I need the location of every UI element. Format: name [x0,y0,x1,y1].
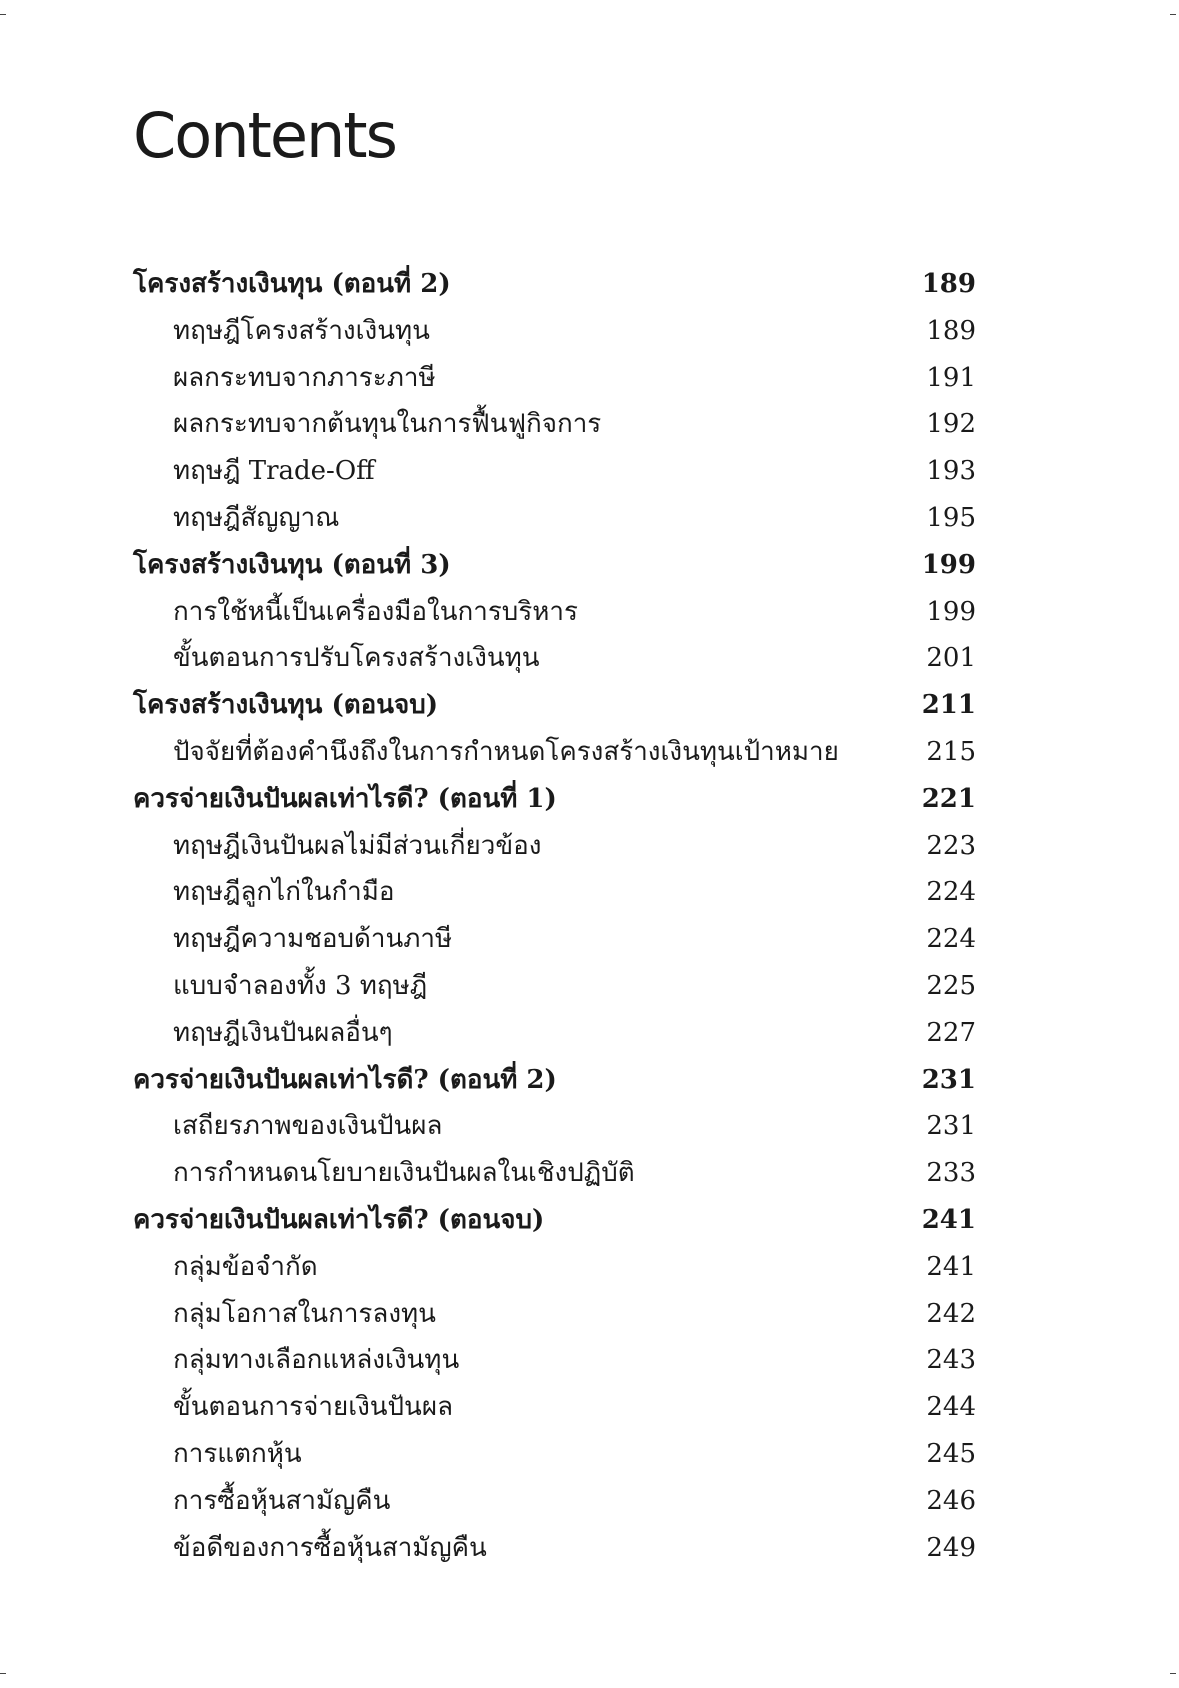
toc-section-entry[interactable] [133,1431,976,1478]
toc-page-number: 224 [926,877,976,908]
toc-page-number: 195 [926,502,976,533]
crop-mark-bottom-left [0,1673,6,1674]
toc-entry-title: ปัจจัยที่ต้องคำนึงถึงในการกำหนดโครงสร้างเงินทุนเป้าหมาย [173,736,839,767]
toc-page-number: 215 [926,736,976,767]
toc-page-number: 191 [926,362,976,393]
toc-entry-title: แบบจำลองทั้ง 3 ทฤษฎี [173,970,428,1001]
toc-chapter-entry[interactable] [133,682,976,729]
toc-page-number: 241 [921,1204,976,1235]
toc-section-entry[interactable] [133,401,976,448]
toc-chapter-entry[interactable] [133,1057,976,1104]
toc-section-entry[interactable] [133,916,976,963]
toc-page-number: 241 [926,1251,976,1282]
toc-page-number: 199 [926,596,976,627]
crop-mark-top-right [1170,14,1176,15]
toc-section-entry[interactable] [133,823,976,870]
toc-section-entry[interactable] [133,1291,976,1338]
toc-page-number: 246 [926,1485,976,1516]
toc-page-number: 227 [926,1017,976,1048]
toc-entry-title: ควรจ่ายเงินปันผลเท่าไรดี? (ตอนจบ) [133,1204,545,1235]
toc-entry-title: ผลกระทบจากภาระภาษี [173,362,436,393]
toc-section-entry[interactable] [133,1337,976,1384]
toc-entry-title: กลุ่มทางเลือกแหล่งเงินทุน [173,1345,460,1376]
toc-chapter-entry[interactable] [133,776,976,823]
toc-page-number: 199 [921,549,976,580]
toc-section-entry[interactable] [133,1103,976,1150]
toc-page-number: 221 [921,783,976,814]
toc-section-entry[interactable] [133,448,976,495]
toc-section-entry[interactable] [133,1384,976,1431]
toc-entry-title: กลุ่มโอกาสในการลงทุน [173,1298,436,1329]
page-title: Contents [133,99,396,172]
toc-entry-title: กลุ่มข้อจำกัด [173,1251,318,1282]
toc-page-number: 193 [926,456,976,487]
toc-entry-title: ทฤษฎี Trade-Off [173,456,375,487]
toc-entry-title: โครงสร้างเงินทุน (ตอนที่ 3) [133,549,451,580]
toc-page-number: 231 [921,1064,976,1095]
toc-entry-title: ทฤษฎีลูกไก่ในกำมือ [173,877,395,908]
toc-page-number: 249 [926,1532,976,1563]
toc-section-entry[interactable] [133,1150,976,1197]
toc-page-number: 231 [926,1111,976,1142]
toc-entry-title: ควรจ่ายเงินปันผลเท่าไรดี? (ตอนที่ 1) [133,783,557,814]
toc-page-number: 224 [926,924,976,955]
toc-section-entry[interactable] [133,729,976,776]
toc-page-number: 189 [921,269,976,299]
toc-page-number: 189 [926,315,976,346]
toc-section-entry[interactable] [133,1525,976,1572]
toc-page-number: 225 [926,970,976,1001]
toc-page-number: 192 [926,409,976,440]
toc-entry-title: ข้อดีของการซื้อหุ้นสามัญคืน [173,1532,487,1563]
toc-section-entry[interactable] [133,1244,976,1291]
toc-entry-title: การซื้อหุ้นสามัญคืน [173,1485,391,1516]
toc-page-number: 242 [926,1298,976,1329]
toc-section-entry[interactable] [133,963,976,1010]
toc-entry-title: ทฤษฎีความชอบด้านภาษี [173,924,453,955]
toc-entry-title: ทฤษฎีโครงสร้างเงินทุน [173,315,430,346]
toc-entry-title: ทฤษฎีสัญญาณ [173,502,340,533]
toc-section-entry[interactable] [133,869,976,916]
toc-entry-title: การใช้หนี้เป็นเครื่องมือในการบริหาร [173,596,578,627]
toc-page-number: 211 [921,690,976,721]
toc-section-entry[interactable] [133,1010,976,1057]
crop-mark-bottom-right [1170,1673,1176,1674]
toc-section-entry[interactable] [133,1478,976,1525]
toc-entry-title: ทฤษฎีเงินปันผลไม่มีส่วนเกี่ยวข้อง [173,830,542,861]
toc-entry-title: การกำหนดนโยบายเงินปันผลในเชิงปฏิบัติ [173,1158,635,1189]
crop-mark-top-left [0,14,6,15]
toc-entry-title: เสถียรภาพของเงินปันผล [173,1111,443,1142]
toc-entry-title: ผลกระทบจากต้นทุนในการฟื้นฟูกิจการ [173,409,602,440]
toc-page-number: 243 [926,1345,976,1376]
toc-page-number: 244 [926,1392,976,1423]
toc-entry-title: การแตกหุ้น [173,1438,302,1469]
toc-section-entry[interactable] [133,635,976,682]
toc-entry-title: ขั้นตอนการปรับโครงสร้างเงินทุน [173,643,540,674]
toc-entry-title: ขั้นตอนการจ่ายเงินปันผล [173,1392,453,1423]
toc-page-number: 245 [926,1438,976,1469]
toc-entry-title: โครงสร้างเงินทุน (ตอนจบ) [133,690,439,721]
toc-entry-title: ควรจ่ายเงินปันผลเท่าไรดี? (ตอนที่ 2) [133,1064,557,1095]
toc-chapter-entry[interactable] [133,542,976,589]
table-of-contents [133,261,976,1571]
toc-chapter-entry[interactable] [133,261,976,308]
toc-section-entry[interactable] [133,308,976,355]
toc-chapter-entry[interactable] [133,1197,976,1244]
toc-section-entry[interactable] [133,355,976,402]
toc-page-number: 223 [926,830,976,861]
toc-entry-title: ทฤษฎีเงินปันผลอื่นๆ [173,1017,393,1048]
toc-section-entry[interactable] [133,589,976,636]
toc-section-entry[interactable] [133,495,976,542]
toc-page-number: 233 [926,1158,976,1189]
toc-page-number: 201 [926,643,976,674]
toc-entry-title: โครงสร้างเงินทุน (ตอนที่ 2) [133,269,451,299]
